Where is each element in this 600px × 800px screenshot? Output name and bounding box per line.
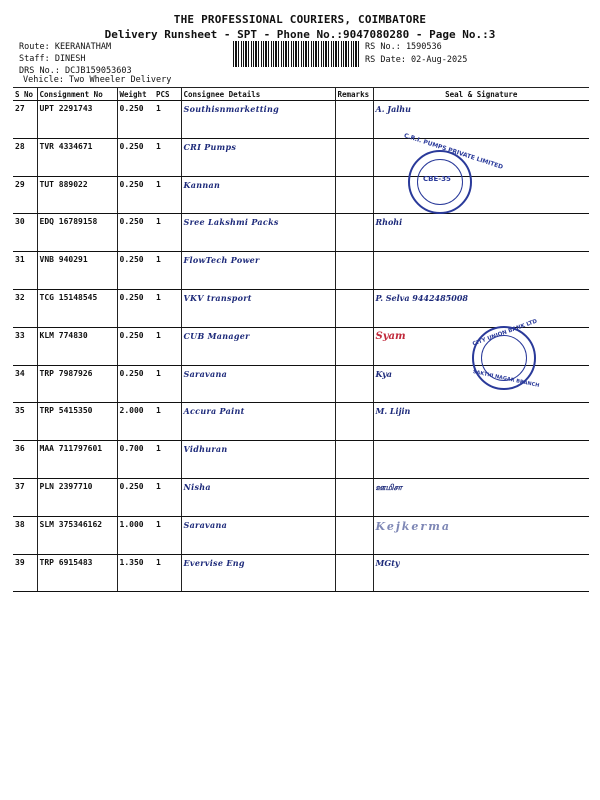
column-header-pcs: PCS [154, 88, 181, 101]
table-row [13, 289, 589, 327]
column-header-consignee: Consignee Details [181, 88, 335, 101]
row-remarks [335, 176, 373, 214]
row-consignee: FlowTech Power [181, 252, 335, 290]
row-pcs: 1 [154, 252, 181, 290]
runsheet-subtitle: Delivery Runsheet - SPT - Phone No.:9047080280 - Page No.:3 [104, 28, 496, 41]
drs-number: DRS No.: DCJB159053603 [19, 66, 132, 76]
row-remarks [335, 403, 373, 441]
row-signature: MGty [373, 554, 589, 592]
row-weight: 0.250 [117, 176, 154, 214]
row-sno: 36 [13, 441, 37, 479]
company-seal-code: CBE-35 [423, 175, 451, 183]
row-weight: 1.000 [117, 516, 154, 554]
row-consignee: Evervise Eng [181, 554, 335, 592]
row-weight: 0.250 [117, 365, 154, 403]
table-row [13, 176, 589, 214]
row-weight: 0.250 [117, 289, 154, 327]
table-row [13, 252, 589, 290]
row-sno: 31 [13, 252, 37, 290]
row-consignment-no: SLM 375346162 [37, 516, 117, 554]
row-weight: 0.250 [117, 478, 154, 516]
row-weight: 0.250 [117, 327, 154, 365]
row-consignment-no: UPT 2291743 [37, 101, 117, 139]
row-sno: 34 [13, 365, 37, 403]
table-row [13, 403, 589, 441]
rs-number: RS No.: 1590536 [365, 42, 442, 52]
row-consignment-no: EDQ 16789158 [37, 214, 117, 252]
row-consignee: Southisnmarketting [181, 101, 335, 139]
row-consignment-no: TRP 7987926 [37, 365, 117, 403]
row-remarks [335, 214, 373, 252]
row-sno: 32 [13, 289, 37, 327]
row-remarks [335, 478, 373, 516]
bank-seal-branch: SAKTHI NAGAR BRANCH [472, 369, 540, 389]
row-consignee: CUB Manager [181, 327, 335, 365]
row-remarks [335, 101, 373, 139]
row-consignee: Saravana [181, 365, 335, 403]
row-weight: 0.250 [117, 252, 154, 290]
row-pcs: 1 [154, 176, 181, 214]
row-signature: Rhohi [373, 214, 589, 252]
column-header-sno: S No [13, 88, 37, 101]
column-header-weight: Weight [117, 88, 154, 101]
column-header-consignment: Consignment No [37, 88, 117, 101]
row-consignment-no: TVR 4334671 [37, 138, 117, 176]
row-consignee: Kannan [181, 176, 335, 214]
company-seal-name: C.R.I. PUMPS PRIVATE LIMITED [402, 132, 504, 171]
row-signature [373, 252, 589, 290]
column-header-signature: Seal & Signature [373, 88, 589, 101]
table-row [13, 101, 589, 139]
row-signature [373, 441, 589, 479]
row-pcs: 1 [154, 214, 181, 252]
route-label: Route: KEERANATHAM [19, 42, 112, 52]
row-pcs: 1 [154, 403, 181, 441]
row-consignment-no: TUT 889022 [37, 176, 117, 214]
row-pcs: 1 [154, 478, 181, 516]
row-consignment-no: VNB 940291 [37, 252, 117, 290]
row-consignee: Accura Paint [181, 403, 335, 441]
table-row [13, 214, 589, 252]
row-consignment-no: TCG 15148545 [37, 289, 117, 327]
row-consignee: VKV transport [181, 289, 335, 327]
barcode [233, 41, 359, 67]
row-sno: 35 [13, 403, 37, 441]
row-sno: 29 [13, 176, 37, 214]
row-signature: ஊமிசா [373, 478, 589, 516]
row-pcs: 1 [154, 554, 181, 592]
row-weight: 2.000 [117, 403, 154, 441]
vehicle-label: Vehicle: Two Wheeler Delivery [23, 75, 172, 85]
row-remarks [335, 327, 373, 365]
row-consignee: CRI Pumps [181, 138, 335, 176]
row-consignee: Vidhuran [181, 441, 335, 479]
row-sno: 33 [13, 327, 37, 365]
row-signature: A. Jalhu [373, 101, 589, 139]
row-signature: Kya [373, 365, 589, 403]
table-row [13, 516, 589, 554]
row-pcs: 1 [154, 289, 181, 327]
row-signature: M. Lijin [373, 403, 589, 441]
staff-label: Staff: DINESH [19, 54, 86, 64]
document-title: THE PROFESSIONAL COURIERS, COIMBATORE [173, 13, 427, 26]
row-consignment-no: TRP 5415350 [37, 403, 117, 441]
row-remarks [335, 554, 373, 592]
row-signature: Kejkerma [373, 516, 589, 554]
row-signature: P. Selva 9442485008 [373, 289, 589, 327]
row-remarks [335, 441, 373, 479]
table-row [13, 441, 589, 479]
row-consignment-no: KLM 774830 [37, 327, 117, 365]
row-sno: 28 [13, 138, 37, 176]
row-consignment-no: PLN 2397710 [37, 478, 117, 516]
row-pcs: 1 [154, 101, 181, 139]
row-consignment-no: MAA 711797601 [37, 441, 117, 479]
bank-seal-name: CITY UNION BANK LTD [471, 318, 539, 348]
table-row [13, 138, 589, 176]
table-row [13, 554, 589, 592]
column-header-remarks: Remarks [335, 88, 373, 101]
row-signature [373, 176, 589, 214]
row-consignee: Nisha [181, 478, 335, 516]
row-sno: 30 [13, 214, 37, 252]
row-consignee: Sree Lakshmi Packs [181, 214, 335, 252]
table-row [13, 478, 589, 516]
row-pcs: 1 [154, 138, 181, 176]
row-consignee: Saravana [181, 516, 335, 554]
row-weight: 0.250 [117, 138, 154, 176]
row-sno: 39 [13, 554, 37, 592]
row-remarks [335, 252, 373, 290]
row-sno: 38 [13, 516, 37, 554]
row-remarks [335, 516, 373, 554]
row-consignment-no: TRP 6915483 [37, 554, 117, 592]
row-weight: 0.250 [117, 101, 154, 139]
row-weight: 0.700 [117, 441, 154, 479]
row-remarks [335, 138, 373, 176]
row-remarks [335, 365, 373, 403]
row-pcs: 1 [154, 441, 181, 479]
row-sno: 37 [13, 478, 37, 516]
row-remarks [335, 289, 373, 327]
row-sno: 27 [13, 101, 37, 139]
row-weight: 1.350 [117, 554, 154, 592]
row-pcs: 1 [154, 327, 181, 365]
row-pcs: 1 [154, 516, 181, 554]
rs-date: RS Date: 02-Aug-2025 [365, 55, 468, 65]
row-weight: 0.250 [117, 214, 154, 252]
row-signature: Syam [373, 327, 589, 365]
row-pcs: 1 [154, 365, 181, 403]
table-header-row [13, 88, 589, 101]
